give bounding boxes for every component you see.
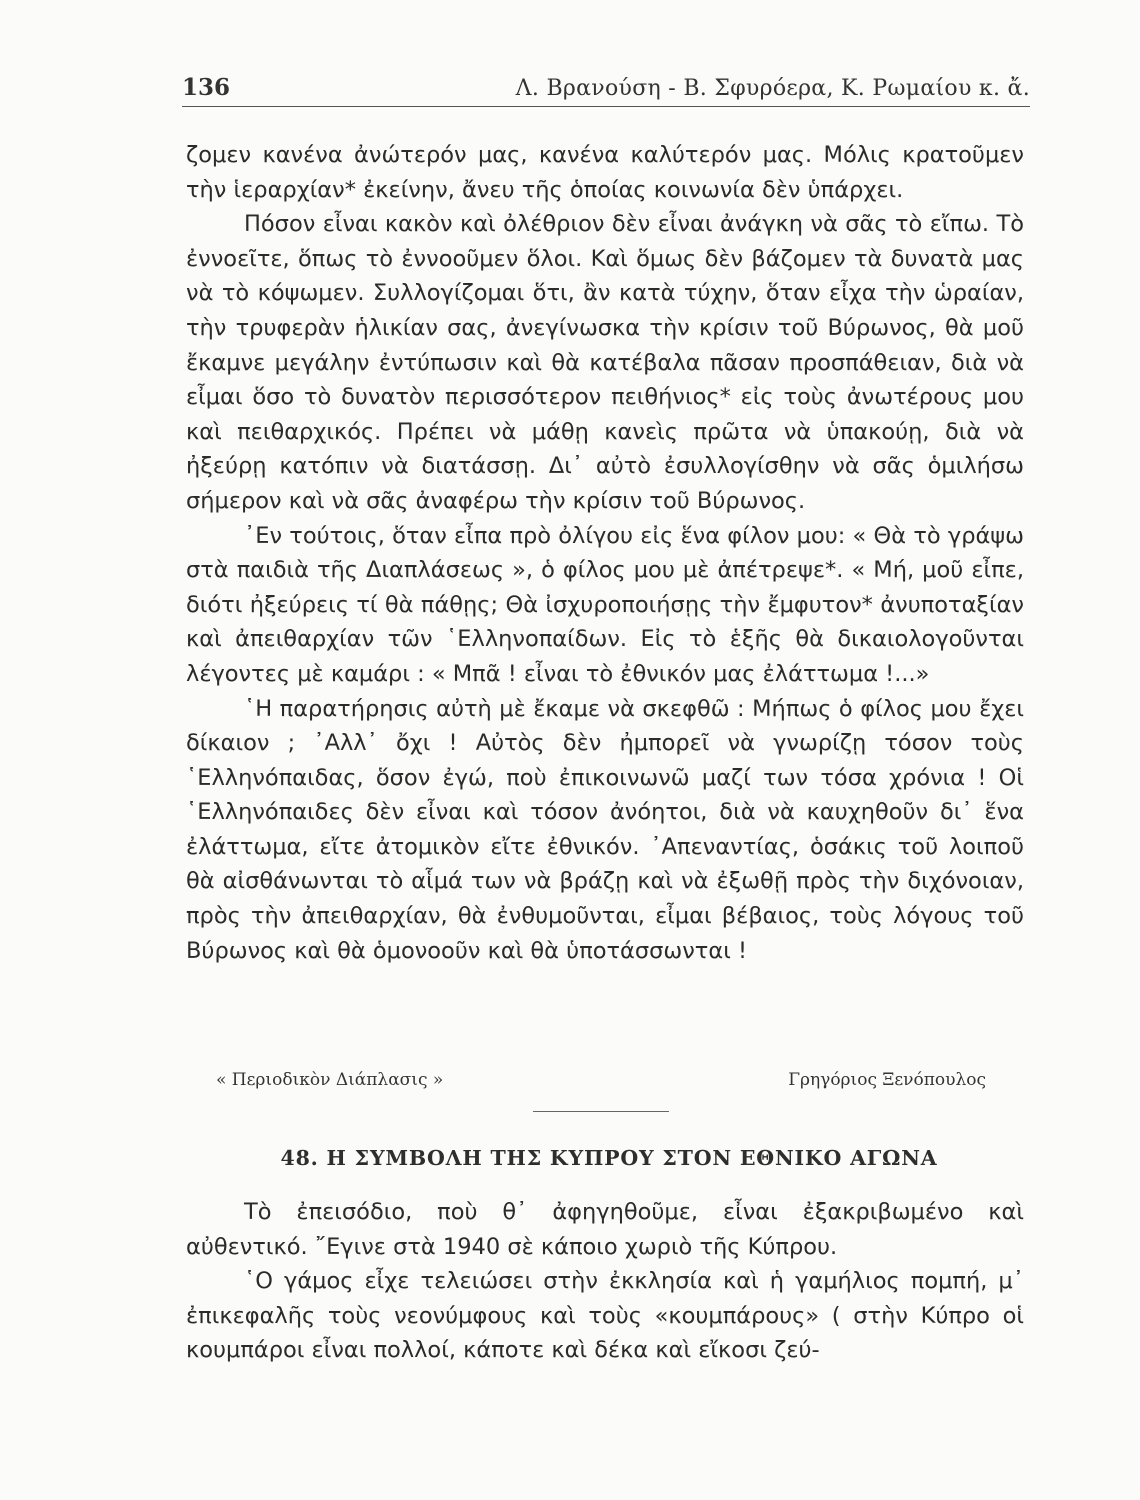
running-head: Λ. Βρανούση - Β. Σφυρόερα, Κ. Ρωμαίου κ. ἄ. [515,76,1030,101]
paragraph: ζομεν κανένα ἀνώτερόν μας, κανένα καλύτερόν μας. Μόλις κρατοῦμεν τὴν ἱεραρχίαν* ἐκείνην, ἄνευ τῆς ὁποίας κοινωνία δὲν ὑπάρχει. [186,142,1024,203]
source-periodical: « Περιοδικὸν Διάπλασις » [216,1070,444,1090]
section-two-body [186,1195,1024,1368]
section-divider [533,1111,669,1112]
source-attribution [216,1070,986,1100]
paragraph: ᾿Εν τούτοις, ὅταν εἶπα πρὸ ὀλίγου εἰς ἕνα φίλον μου: « Θὰ τὸ γράψω στὰ παιδιὰ τῆς Διαπλάσεως », ὁ φίλος μου μὲ ἀπέτρεψε*. « Μή, μοῦ εἶπε, διότι ἠξεύρεις τί θὰ πάθῃς; Θὰ ἰσχυροποιήσῃς τὴν ἔμφυτον* ἀνυποταξίαν καὶ ἀπειθαρχίαν τῶν ῾Ελληνοπαίδων. Εἰς τὸ ἑξῆς θὰ δικαιολογοῦνται λέγοντες μὲ καμάρι : « Μπᾶ ! εἶναι τὸ ἐθνικόν μας ἐλάττωμα !...» [186,522,1024,687]
paragraph: Τὸ ἐπεισόδιο, ποὺ θ᾽ ἀφηγηθοῦμε, εἶναι ἐξακριβωμένο καὶ αὐθεντικό. ῎Εγινε στὰ 1940 σὲ κάποιο χωριὸ τῆς Κύπρου. [186,1199,1024,1260]
page-number: 136 [182,74,231,101]
paragraph: ῾Η παρατήρησις αὐτὴ μὲ ἔκαμε νὰ σκεφθῶ : Μήπως ὁ φίλος μου ἔχει δίκαιον ; ᾿Αλλ᾽ ὄχι ! Αὐτὸς δὲν ἠμπορεῖ νὰ γνωρίζῃ τόσον τοὺς ῾Ελληνόπαιδας, ὅσον ἐγώ, ποὺ ἐπικοινωνῶ μαζί των τόσα χρόνια ! Οἱ ῾Ελληνόπαιδες δὲν εἶναι καὶ τόσον ἀνόητοι, διὰ νὰ καυχηθοῦν δι᾽ ἕνα ἐλάττωμα, εἴτε ἀτομικὸν εἴτε ἐθνικόν. ᾿Απεναντίας, ὁσάκις τοῦ λοιποῦ θὰ αἰσθάνωνται τὸ αἷμά των νὰ βράζῃ καὶ νὰ ἐξωθῇ πρὸς τὴν διχόνοιαν, πρὸς τὴν ἀπειθαρχίαν, θὰ ἐνθυμοῦνται, εἶμαι βέβαιος, τοὺς λόγους τοῦ Βύρωνος καὶ θὰ ὁμονοοῦν καὶ θὰ ὑποτάσσωνται ! [186,695,1024,964]
section-title: 48. Η ΣΥΜΒΟΛΗ ΤΗΣ ΚΥΠΡΟΥ ΣΤΟΝ ΕΘΝΙΚΟ ΑΓΩΝΑ [280,1146,938,1170]
paragraph: Πόσον εἶναι κακὸν καὶ ὀλέθριον δὲν εἶναι ἀνάγκη νὰ σᾶς τὸ εἴπω. Τὸ ἐννοεῖτε, ὅπως τὸ ἐννοοῦμεν ὅλοι. Καὶ ὅμως δὲν βάζομεν τὰ δυνατὰ μας νὰ τὸ κόψωμεν. Συλλογίζομαι ὅτι, ἂν κατὰ τύχην, ὅταν εἶχα τὴν ὡραίαν, τὴν τρυφερὰν ἡλικίαν σας, ἀνεγίνωσκα τὴν κρίσιν τοῦ Βύρωνος, θὰ μοῦ ἔκαμνε μεγάλην ἐντύπωσιν καὶ θὰ κατέβαλα πᾶσαν προσπάθειαν, διὰ νὰ εἶμαι ὅσο τὸ δυνατὸν περισσότερον πειθήνιος* εἰς τοὺς ἀνωτέρους μου καὶ πειθαρχικός. Πρέπει νὰ μάθῃ κανεὶς πρῶτα νὰ ὑπακούῃ, διὰ νὰ ἠξεύρῃ κατόπιν νὰ διατάσσῃ. Δι᾽ αὐτὸ ἐσυλλογίσθην νὰ σᾶς ὁμιλήσω σήμερον καὶ νὰ σᾶς ἀναφέρω τὴν κρίσιν τοῦ Βύρωνος. [186,211,1024,514]
section-one-body [186,138,1024,968]
source-author: Γρηγόριος Ξενόπουλος [788,1070,986,1090]
paragraph: ῾Ο γάμος εἶχε τελειώσει στὴν ἐκκλησία καὶ ἡ γαμήλιος πομπή, μ᾽ ἐπικεφαλῆς τοὺς νεονύμφους καὶ τοὺς «κουμπάρους» ( στὴν Κύπρο οἱ κουμπάροι εἶναι πολλοί, κάποτε καὶ δέκα καὶ εἴκοσι ζεύ- [186,1268,1024,1364]
page-header [182,66,1030,107]
